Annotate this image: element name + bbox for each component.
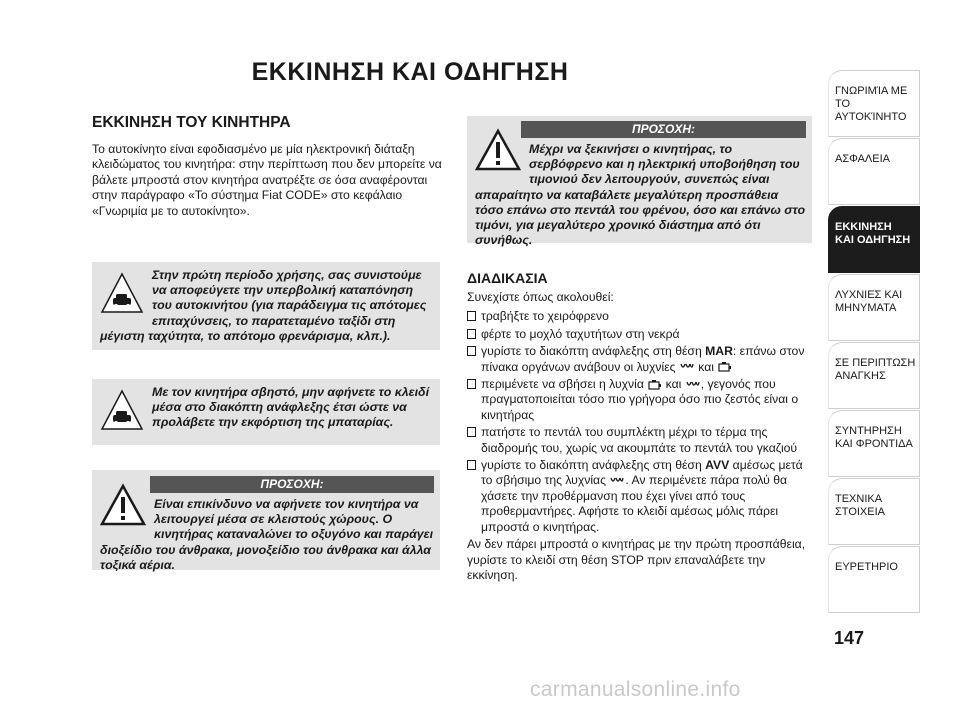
note-box-running-in: [92, 262, 440, 350]
tab-index[interactable]: [828, 546, 920, 613]
tab-label: ΣΤΟΙΧΕΙΑ: [835, 506, 885, 518]
warning-box-servo: [467, 116, 812, 248]
procedure-step: [467, 377, 817, 423]
car-note-icon: [100, 387, 144, 433]
tab-label: ΤΟ ΑΥΤΟΚΊΝΗΤΟ: [835, 98, 907, 123]
procedure-intro: Συνεχίστε όπως ακολουθεί:: [467, 290, 614, 304]
key-position-mar: MAR: [705, 344, 733, 359]
tab-label: ΚΑΙ ΟΔΗΓΗΣΗ: [835, 234, 911, 246]
tab-getting-to-know[interactable]: [828, 70, 920, 137]
checkbox-bullet-icon: [467, 427, 476, 437]
procedure-title: ΔΙΑΔΙΚΑΣΙΑ: [467, 270, 548, 286]
tab-label: ΛΥΧΝΙΕΣ ΚΑΙ: [835, 289, 903, 301]
tab-safety[interactable]: [828, 138, 920, 205]
engine-fault-icon: [717, 360, 732, 374]
warning-servo-text: Μέχρι να ξεκινήσει ο κινητήρας, το σερβόφρενο και η ηλεκτρική υποβοήθηση του τιμονιού δεν λειτουργούν, συνεπώς είναι απαραίτητο να καταβάλετε μεγαλύτερη προσπάθεια τόσο επάνω στο πεντάλ του φρένου, όσο και επάνω στο τιμόνι, για μεγαλύτερο χρονικό διάστημα από ότι συνήθως.: [475, 142, 806, 248]
checkbox-bullet-icon: [467, 311, 476, 321]
warning-box-gases: [92, 470, 440, 570]
note-key-text: Με τον κινητήρα σβηστό, μην αφήνετε το κλειδί μέσα στο διακόπτη ανάφλεξης έτσι ώστε να προλάβετε την εκφόρτιση της μπαταρίας.: [152, 385, 430, 430]
section-heading-engine-start: ΕΚΚΙΝΗΣΗ ΤΟΥ ΚΙΝΗΤΗΡΑ: [92, 114, 291, 131]
tab-technical-data[interactable]: [828, 478, 920, 545]
tab-warning-lights[interactable]: [828, 274, 920, 341]
key-position-avv: AVV: [705, 458, 730, 473]
tab-starting-driving[interactable]: [828, 206, 920, 273]
procedure-section: [467, 270, 817, 583]
tab-label: ΕΚΚΙΝΗΣΗ: [835, 221, 892, 233]
warning-label: ΠΡΟΣΟΧΗ:: [521, 121, 806, 138]
step-text: περιμένετε να σβήσει η λυχνία: [481, 377, 648, 392]
procedure-step: [467, 327, 817, 342]
tab-label: ΑΣΦΑΛΕΙΑ: [835, 153, 891, 165]
engine-start-paragraph: Το αυτοκίνητο είναι εφοδιασμένο με μία ηλεκτρονική διάταξη κλειδώματος του κινητήρα: στην περίπτωση που δεν μπορείτε να βάλετε μπροστά στον κινητήρα ανατρέξτε σε όσα αναφέρονται στην παράγραφο «Το σύστημα Fiat CODE» στο κεφάλαιο «Γνωριμία με το αυτοκίνητο».: [92, 142, 442, 218]
procedure-step: [467, 425, 817, 456]
warning-triangle-icon: [475, 128, 521, 172]
tab-label: ΑΝΑΓΚΗΣ: [835, 370, 886, 382]
left-column: [92, 114, 442, 219]
tab-label: ΤΕΧΝΙΚΑ: [835, 493, 883, 505]
page-title: ΕΚΚΙΝΗΣΗ ΚΑΙ ΟΔΗΓΗΣΗ: [251, 58, 569, 86]
tab-label: ΓΝΩΡΙΜΊΑ ΜΕ: [835, 85, 908, 97]
note-box-key: [92, 379, 440, 445]
step-text: και: [665, 377, 685, 392]
checkbox-bullet-icon: [467, 379, 476, 389]
step-text: τραβήξτε το χειρόφρενο: [481, 309, 609, 324]
tab-label: ΜΗΝΥΜΑΤΑ: [835, 302, 897, 314]
procedure-step: [467, 309, 817, 324]
step-text: , γεγονός που πραγματοποιείται τόσο πιο γρήγορα όσο πιο ζεστός είναι ο κινητήρας: [481, 377, 799, 422]
step-text: αμέσως μετά το σβήσιμο της λυχνίας: [481, 458, 803, 488]
step-text: γυρίστε το διακόπτη ανάφλεξης στη θέση: [481, 458, 706, 473]
step-text: γυρίστε το διακόπτη ανάφλεξης στη θέση: [481, 344, 706, 359]
checkbox-bullet-icon: [467, 460, 476, 470]
step-text: και: [694, 359, 718, 374]
procedure-step: [467, 458, 817, 535]
glow-plug-icon: [685, 380, 701, 390]
glow-plug-icon: [609, 476, 625, 486]
procedure-final-note: Αν δεν πάρει μπροστά ο κινητήρας με την πρώτη προσπάθεια, γυρίστε το κλειδί στη θέση STOP πριν επαναλάβετε την εκκίνηση.: [467, 537, 806, 582]
tab-maintenance[interactable]: [828, 410, 920, 477]
warning-gases-text: Είναι επικίνδυνο να αφήνετε τον κινητήρα να λειτουργεί μέσα σε κλειστούς χώρους. Ο κινητήρας καταναλώνει το οξυγόνο και παράγει διοξείδιο του άνθρακα, μονοξείδιο του άνθρακα και άλλα τοξικά αέρια.: [100, 497, 434, 572]
step-text: : επάνω στον πίνακα οργάνων ανάβουν οι λυχνίες: [481, 344, 805, 374]
tab-label: ΣΥΝΤΗΡΗΣΗ: [835, 425, 902, 437]
step-text: . Αν περιμένετε πάρα πολύ θα χάσετε την προθέρμανση που έχει γίνει από τους προθερμαντήρες. Αφήστε το κλειδί αμέσως μόλις πάρει μπροστά ο κινητήρας.: [481, 473, 788, 534]
checkbox-bullet-icon: [467, 329, 476, 339]
checkbox-bullet-icon: [467, 346, 476, 356]
page-number: 147: [834, 628, 865, 648]
chapter-tabs: [828, 70, 920, 614]
warning-label: ΠΡΟΣΟΧΗ:: [150, 476, 434, 493]
step-text: φέρτε το μοχλό ταχυτήτων στη νεκρά: [481, 326, 680, 341]
tab-label: ΚΑΙ ΦΡΟΝΤΙΔΑ: [835, 438, 913, 450]
watermark: carmanualsonline.info: [530, 678, 741, 701]
step-text: πατήστε το πεντάλ του συμπλέκτη μέχρι το τέρμα της διαδρομής του, χωρίς να ακουμπάτε το πεντάλ του γκαζιού: [481, 425, 798, 455]
procedure-step: [467, 344, 817, 375]
glow-plug-icon: [679, 362, 695, 372]
tab-label: ΣΕ ΠΕΡΙΠΤΩΣΗ: [835, 357, 916, 369]
note-running-in-text: Στην πρώτη περίοδο χρήσης, σας συνιστούμε να αποφεύγετε την υπερβολική καταπόνηση του αυτοκινήτου (για παράδειγμα τις απότομες επιταχύνσεις, το παρατεταμένο ταξίδι στη μέγιστη ταχύτητα, το απότομο φρενάρισμα, κλπ.).: [100, 268, 427, 343]
tab-emergency[interactable]: [828, 342, 920, 409]
warning-triangle-icon: [100, 483, 146, 527]
engine-fault-icon: [647, 378, 662, 392]
tab-label: ΕΥΡΕΤΗΡΙΟ: [835, 561, 898, 573]
car-note-icon: [100, 270, 144, 316]
